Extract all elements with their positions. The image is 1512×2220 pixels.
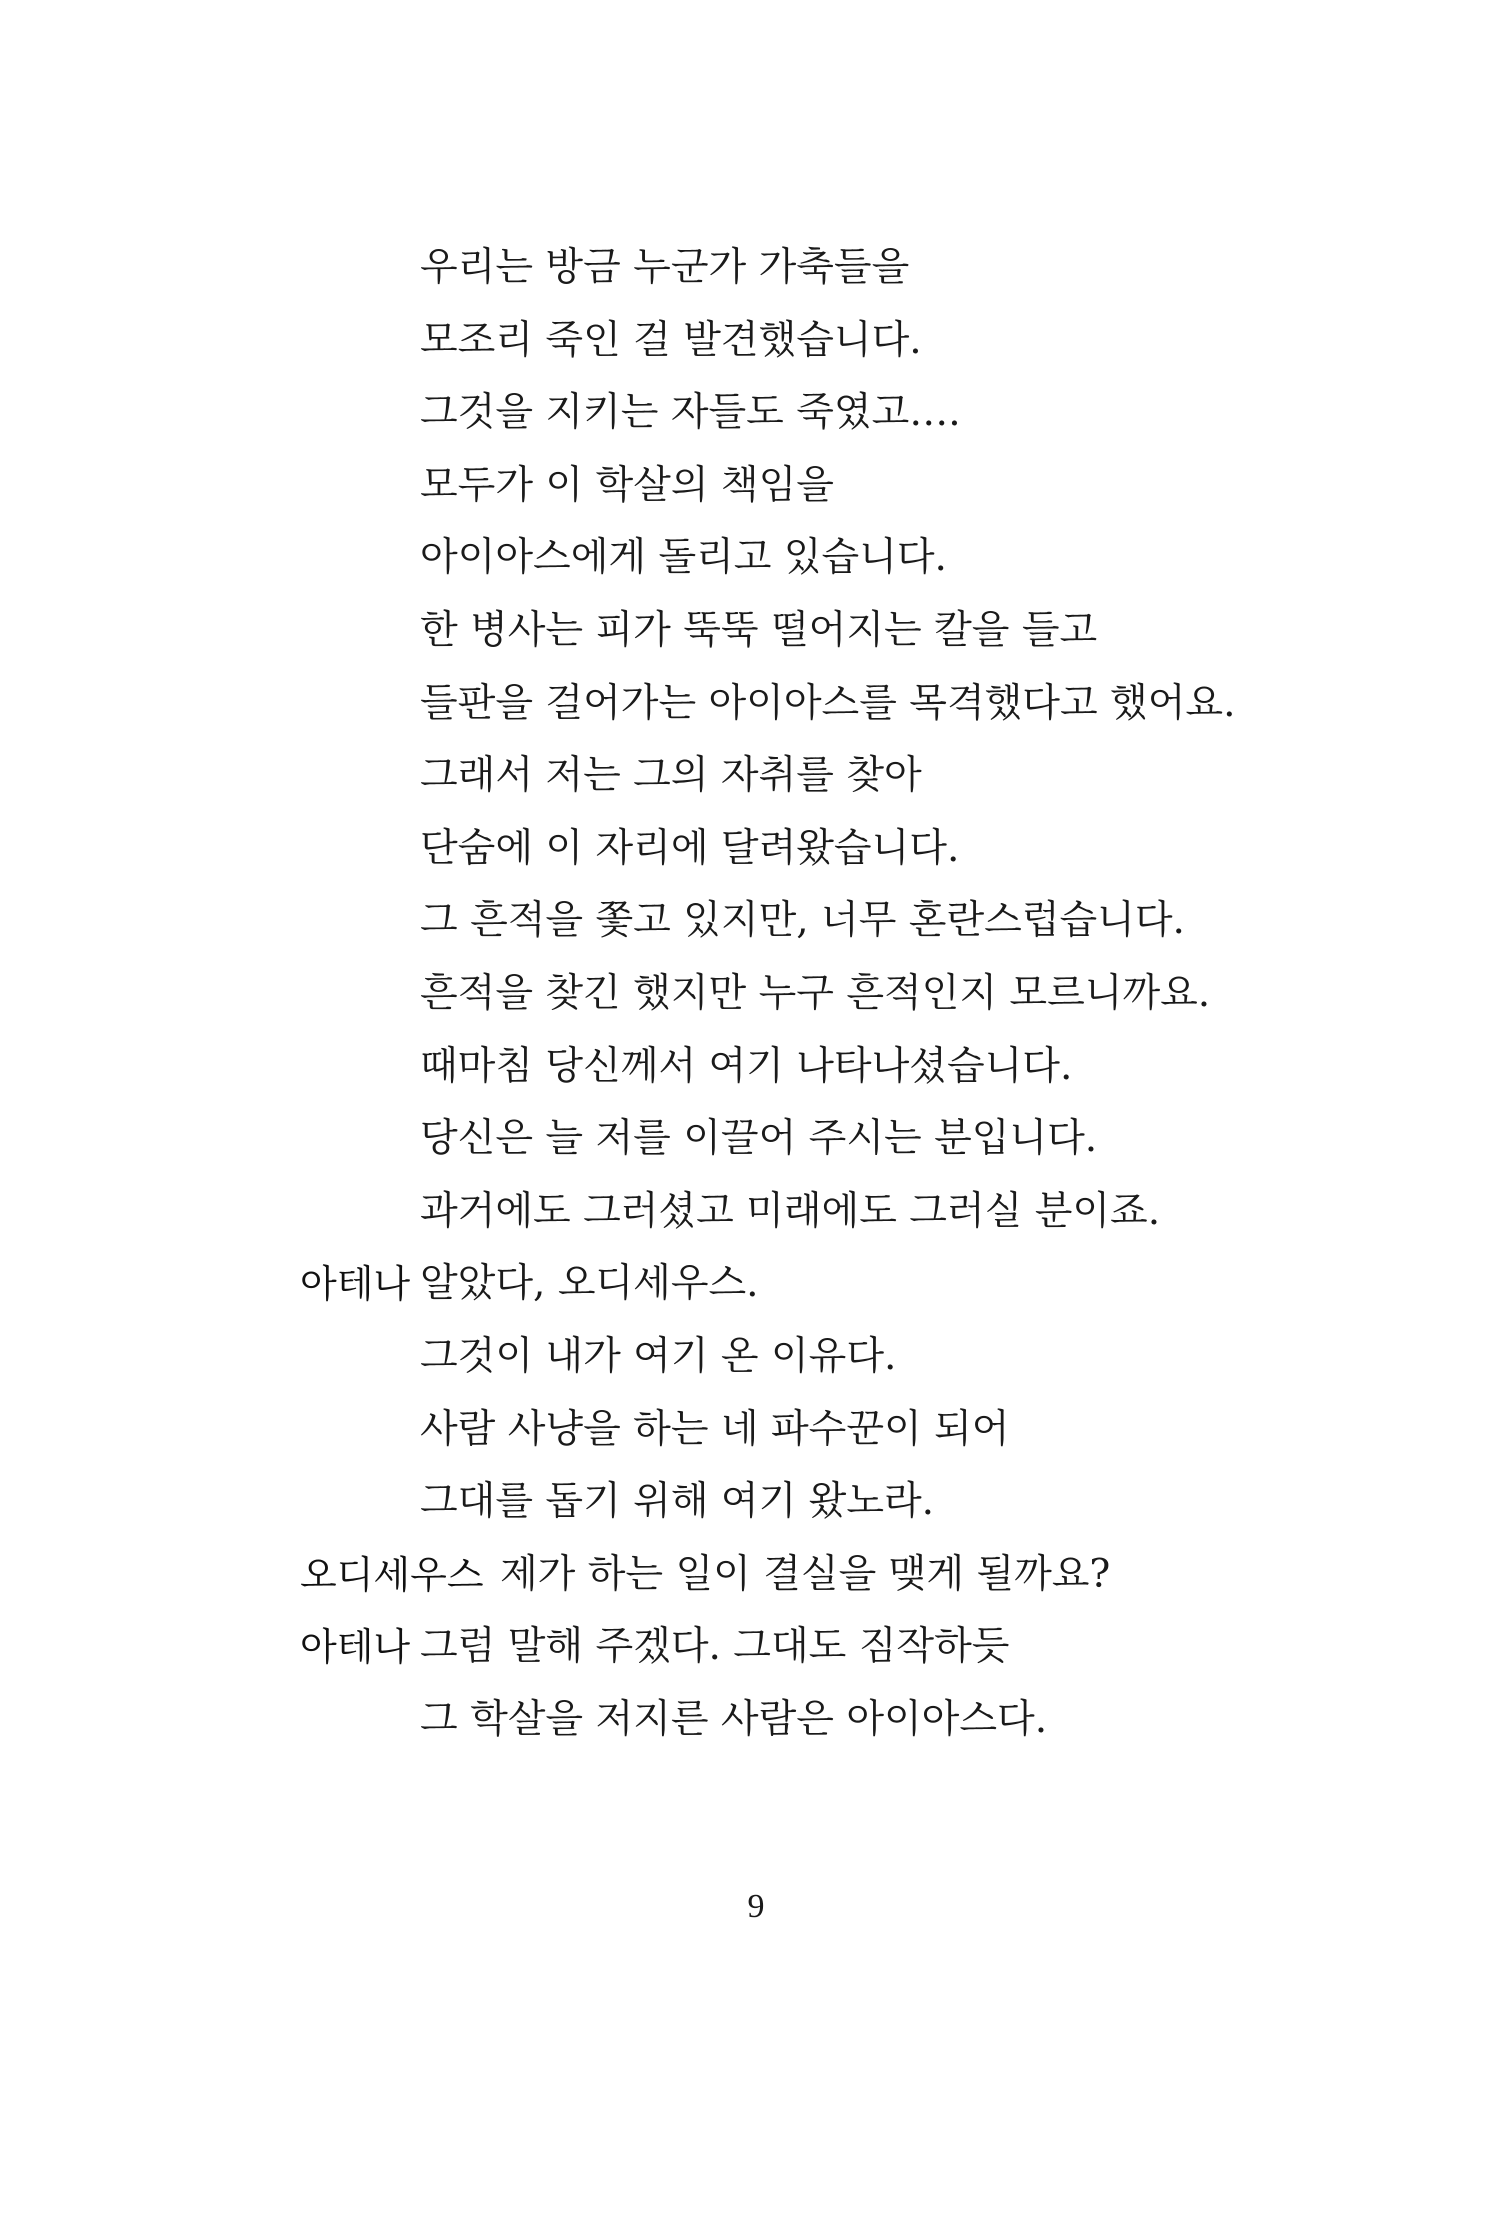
dialogue-line xyxy=(0,1176,1512,1249)
page-number: 9 xyxy=(747,1888,765,1925)
speech-text: 알았다, 오디세우스. xyxy=(420,1261,759,1307)
speech-text: 우리는 방금 누군가 가축들을 xyxy=(420,245,910,290)
dialogue-line xyxy=(0,305,1512,378)
speaker-name: 오디세우스 xyxy=(300,1552,484,1597)
speech-text: 그것이 내가 여기 온 이유다. xyxy=(420,1333,897,1379)
dialogue-line xyxy=(0,1321,1512,1394)
speech-text: 들판을 걸어가는 아이아스를 목격했다고 했어요. xyxy=(420,680,1236,726)
speaker-name: 아테나 xyxy=(300,1262,411,1307)
speech-text: 제가 하는 일이 결실을 맺게 될까요? xyxy=(500,1551,1111,1597)
speech-text: 사람 사냥을 하는 네 파수꾼이 되어 xyxy=(420,1406,1010,1452)
dialogue-line xyxy=(0,885,1512,958)
dialogue-line xyxy=(0,1103,1512,1176)
speech-text: 흔적을 찾긴 했지만 누구 흔적인지 모르니까요. xyxy=(420,970,1211,1016)
dialogue-line xyxy=(0,813,1512,886)
speech-text: 그 학살을 저지른 사람은 아이아스다. xyxy=(420,1696,1048,1742)
dialogue-text xyxy=(0,232,1512,1756)
dialogue-line xyxy=(0,1248,1512,1321)
speech-text: 모조리 죽인 걸 발견했습니다. xyxy=(420,317,922,363)
speech-text: 그래서 저는 그의 자취를 찾아 xyxy=(420,753,922,799)
speech-text: 그 흔적을 쫓고 있지만, 너무 혼란스럽습니다. xyxy=(420,898,1185,944)
speech-text: 아이아스에게 돌리고 있습니다. xyxy=(420,535,947,581)
speech-text: 한 병사는 피가 뚝뚝 떨어지는 칼을 들고 xyxy=(420,607,1098,653)
dialogue-line xyxy=(0,522,1512,595)
dialogue-line xyxy=(0,232,1512,305)
dialogue-line xyxy=(0,668,1512,741)
dialogue-line xyxy=(0,450,1512,523)
dialogue-line xyxy=(0,1684,1512,1757)
dialogue-line xyxy=(0,1466,1512,1539)
speech-text: 당신은 늘 저를 이끌어 주시는 분입니다. xyxy=(420,1116,1098,1162)
dialogue-line xyxy=(0,1539,1512,1612)
dialogue-line xyxy=(0,740,1512,813)
speech-text: 그것을 지키는 자들도 죽였고…. xyxy=(420,390,961,436)
speech-text: 그대를 돕기 위해 여기 왔노라. xyxy=(420,1479,935,1525)
dialogue-line xyxy=(0,1031,1512,1104)
dialogue-line xyxy=(0,377,1512,450)
speech-text: 때마침 당신께서 여기 나타나셨습니다. xyxy=(420,1043,1073,1089)
speech-text: 모두가 이 학살의 책임을 xyxy=(420,462,834,508)
speech-text: 단숨에 이 자리에 달려왔습니다. xyxy=(420,825,960,871)
dialogue-line xyxy=(0,1611,1512,1684)
speaker-name: 아테나 xyxy=(300,1625,411,1670)
dialogue-line xyxy=(0,595,1512,668)
dialogue-line xyxy=(0,958,1512,1031)
dialogue-line xyxy=(0,1394,1512,1467)
speech-text: 그럼 말해 주겠다. 그대도 짐작하듯 xyxy=(420,1624,1010,1670)
speech-text: 과거에도 그러셨고 미래에도 그러실 분이죠. xyxy=(420,1188,1161,1234)
